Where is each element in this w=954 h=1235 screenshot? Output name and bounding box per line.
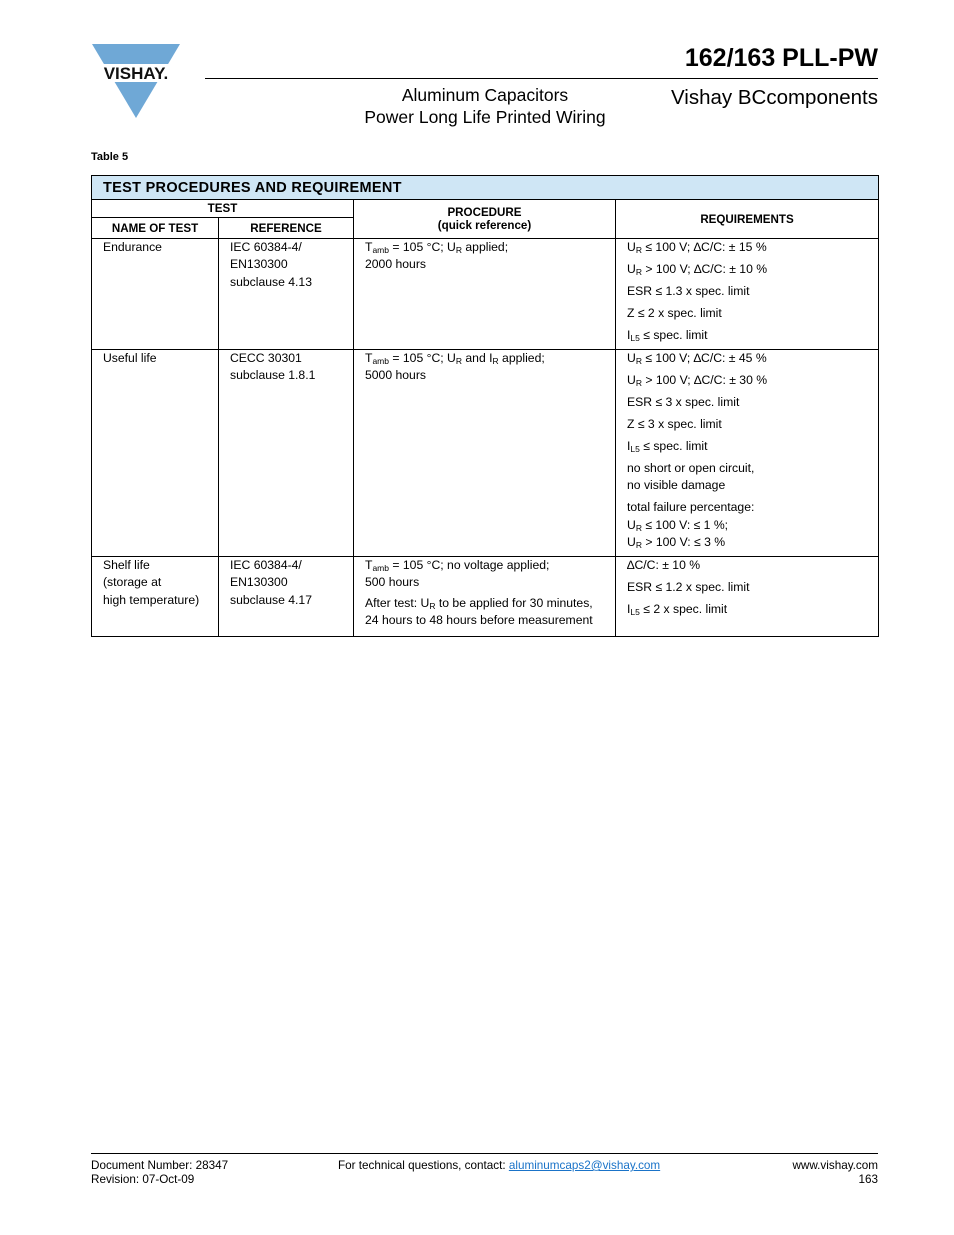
procedure-text: = 105 °C; no voltage applied; — [392, 558, 550, 572]
test-name-cell — [92, 350, 219, 557]
symbol-u: U — [627, 262, 636, 276]
document-subtitle — [330, 84, 640, 128]
table-title: TEST PROCEDURES AND REQUIREMENT — [92, 176, 879, 200]
requirement-line: no short or open circuit, — [627, 461, 755, 475]
requirement-text: ≤ 100 V: ≤ 1 %; — [645, 517, 729, 532]
symbol-t: T — [365, 558, 373, 572]
requirements-cell — [616, 239, 879, 350]
requirement-line: ESR ≤ 1.3 x spec. limit — [627, 284, 750, 298]
footer-site-info — [792, 1159, 878, 1187]
subscript-amb: amb — [372, 245, 389, 255]
reference-line: IEC 60384-4/ — [230, 240, 302, 254]
reference-line: subclause 4.17 — [230, 592, 312, 607]
subtitle-line-1: Aluminum Capacitors — [401, 85, 569, 105]
header-procedure-line-1: PROCEDURE — [447, 206, 522, 219]
test-procedures-table — [91, 175, 879, 637]
requirement-line — [627, 534, 868, 551]
contact-prefix: For technical questions, contact: — [338, 1159, 506, 1172]
requirement-line: Z ≤ 2 x spec. limit — [627, 306, 722, 320]
procedure-text: and I — [465, 351, 493, 365]
requirement-text: ≤ 2 x spec. limit — [643, 602, 728, 616]
procedure-text: = 105 °C; U — [392, 351, 456, 365]
header-rule — [205, 78, 878, 79]
test-name: high temperature) — [103, 592, 200, 607]
table-row — [92, 350, 879, 557]
website: www.vishay.com — [792, 1159, 878, 1172]
requirement-line: total failure percentage: — [627, 500, 755, 515]
requirement-line — [627, 350, 868, 367]
reference-line: EN130300 — [230, 257, 288, 272]
subscript-amb: amb — [372, 356, 389, 366]
page-number: 163 — [858, 1173, 878, 1186]
procedure-line: 2000 hours — [365, 257, 426, 272]
subscript-r: R — [455, 356, 463, 366]
test-name-cell — [92, 557, 219, 637]
requirement-line — [627, 327, 868, 344]
header-procedure-line-2: (quick reference) — [437, 219, 532, 232]
header-name-of-test: NAME OF TEST — [92, 218, 219, 239]
requirement-line: ESR ≤ 1.2 x spec. limit — [627, 580, 750, 594]
requirement-text: > 100 V: ≤ 3 % — [645, 535, 726, 550]
test-name: Shelf life — [103, 558, 150, 572]
requirement-line — [627, 438, 868, 455]
subscript-r: R — [429, 600, 436, 611]
subscript-r: R — [492, 356, 499, 366]
requirement-line — [627, 239, 868, 256]
requirements-cell — [616, 557, 879, 637]
header-procedure — [354, 200, 616, 239]
procedure-text: applied; — [502, 351, 545, 365]
test-name: (storage at — [103, 575, 162, 590]
subscript-amb: amb — [372, 563, 389, 573]
footer-document-info — [91, 1159, 228, 1187]
reference-line: IEC 60384-4/ — [230, 558, 302, 572]
footer-contact — [338, 1159, 660, 1173]
procedure-line — [365, 350, 605, 367]
reference-cell — [219, 557, 354, 637]
procedure-line — [365, 595, 605, 612]
requirement-text: ≤ spec. limit — [643, 328, 708, 342]
reference-line: CECC 30301 — [230, 351, 302, 365]
procedure-text: to be applied for 30 minutes, — [438, 595, 593, 610]
procedure-text: After test: U — [365, 595, 430, 610]
revision: Revision: 07-Oct-09 — [91, 1173, 195, 1186]
subscript-r: R — [635, 378, 642, 388]
reference-line: EN130300 — [230, 575, 288, 590]
subscript-r: R — [635, 356, 642, 366]
procedure-line: 5000 hours — [365, 368, 426, 383]
requirement-line — [627, 517, 868, 534]
test-name-cell — [92, 239, 219, 350]
procedure-cell — [354, 557, 616, 637]
requirement-text: ≤ 100 V; ∆C/C: ± 45 % — [645, 351, 767, 365]
subscript-r: R — [635, 522, 642, 533]
header-test: TEST — [92, 200, 354, 218]
requirement-text: ≤ spec. limit — [643, 439, 708, 453]
subscript-r: R — [635, 267, 642, 277]
requirement-line: ∆C/C: ± 10 % — [627, 558, 701, 572]
procedure-text: applied; — [465, 240, 509, 254]
requirement-line — [627, 261, 868, 278]
subscript-r: R — [635, 245, 642, 255]
symbol-i: I — [627, 602, 631, 616]
table-caption: Table 5 — [91, 151, 129, 163]
requirements-cell — [616, 350, 879, 557]
procedure-line: 500 hours — [365, 575, 420, 590]
requirement-text: > 100 V; ∆C/C: ± 10 % — [645, 262, 768, 276]
subtitle-line-2: Power Long Life Printed Wiring — [364, 107, 606, 127]
requirement-line — [627, 601, 868, 618]
requirement-text: ≤ 100 V; ∆C/C: ± 15 % — [645, 240, 767, 254]
part-number: 162/163 PLL-PW — [684, 44, 878, 72]
document-number: Document Number: 28347 — [91, 1159, 229, 1172]
test-name: Endurance — [103, 240, 162, 254]
requirement-line: Z ≤ 3 x spec. limit — [627, 417, 722, 431]
subscript-r: R — [455, 245, 463, 255]
procedure-text: = 105 °C; U — [392, 240, 456, 254]
footer-rule — [91, 1153, 878, 1154]
procedure-cell — [354, 350, 616, 557]
requirement-line — [627, 372, 868, 389]
procedure-line — [365, 557, 605, 574]
table-row — [92, 557, 879, 637]
symbol-i: I — [627, 439, 631, 453]
subscript-l5: L5 — [630, 444, 640, 454]
symbol-i: I — [627, 328, 631, 342]
symbol-u: U — [627, 373, 636, 387]
reference-line: subclause 1.8.1 — [230, 368, 316, 383]
requirement-line: ESR ≤ 3 x spec. limit — [627, 395, 740, 409]
test-name: Useful life — [103, 351, 157, 365]
procedure-line — [365, 239, 605, 256]
header-reference: REFERENCE — [219, 218, 354, 239]
symbol-u: U — [627, 351, 636, 365]
reference-cell — [219, 239, 354, 350]
vishay-triangle-icon — [90, 44, 182, 118]
procedure-cell — [354, 239, 616, 350]
vishay-logo — [90, 44, 182, 118]
subscript-l5: L5 — [630, 607, 640, 617]
symbol-t: T — [365, 240, 373, 254]
table-row — [92, 239, 879, 350]
symbol-t: T — [365, 351, 373, 365]
subscript-l5: L5 — [630, 333, 640, 343]
logo-text: VISHAY. — [103, 64, 169, 83]
symbol-u: U — [627, 240, 636, 254]
reference-line: subclause 4.13 — [230, 274, 312, 289]
requirement-line: no visible damage — [627, 478, 726, 493]
reference-cell — [219, 350, 354, 557]
symbol-u: U — [627, 517, 636, 532]
header-requirements: REQUIREMENTS — [616, 200, 879, 239]
procedure-line: 24 hours to 48 hours before measurement — [365, 613, 593, 628]
subscript-r: R — [635, 540, 642, 551]
requirement-text: > 100 V; ∆C/C: ± 30 % — [645, 373, 768, 387]
contact-email-link[interactable]: aluminumcaps2@vishay.com — [508, 1159, 661, 1172]
brand-name: Vishay BCcomponents — [670, 86, 878, 109]
symbol-u: U — [627, 535, 636, 550]
